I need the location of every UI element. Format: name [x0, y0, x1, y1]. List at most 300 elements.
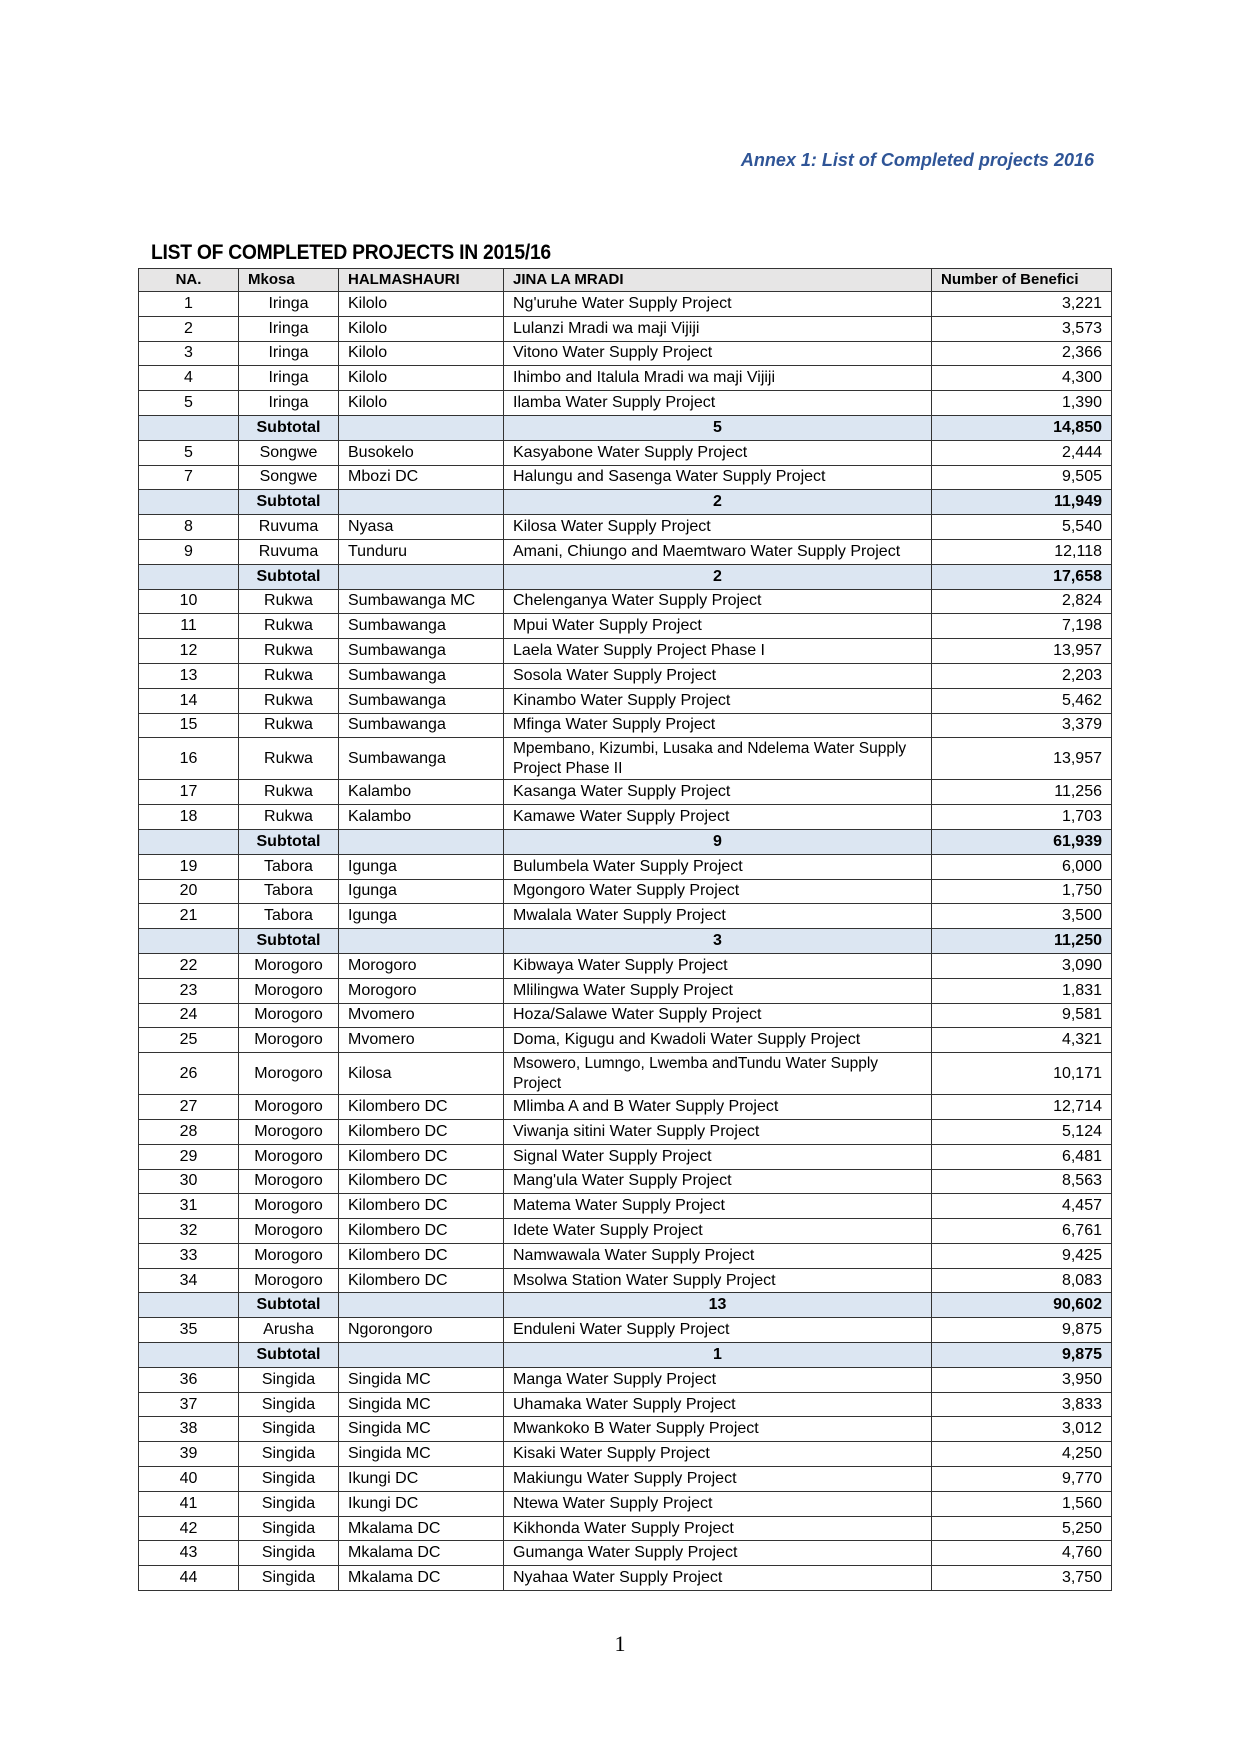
cell-halmashauri: Kilosa — [339, 1053, 504, 1095]
cell-project: Doma, Kigugu and Kwadoli Water Supply Project — [504, 1028, 932, 1053]
cell-na: 15 — [139, 713, 239, 738]
cell-na: 5 — [139, 391, 239, 416]
cell-mkoa: Arusha — [239, 1318, 339, 1343]
table-row — [139, 539, 1112, 564]
cell-na: 39 — [139, 1442, 239, 1467]
cell-beneficiaries: 5,462 — [932, 688, 1112, 713]
cell-halmashauri: Sumbawanga — [339, 738, 504, 780]
cell-halmashauri: Morogoro — [339, 978, 504, 1003]
cell-beneficiaries: 13,957 — [932, 738, 1112, 780]
cell-project: Signal Water Supply Project — [504, 1144, 932, 1169]
table-row — [139, 1417, 1112, 1442]
subtotal-label: Subtotal — [239, 564, 339, 589]
cell-na: 29 — [139, 1144, 239, 1169]
table-row — [139, 1095, 1112, 1120]
cell-na — [139, 1343, 239, 1368]
cell-project: Bulumbela Water Supply Project — [504, 854, 932, 879]
cell-mkoa: Morogoro — [239, 1003, 339, 1028]
cell-halmashauri: Kilolo — [339, 366, 504, 391]
cell-na: 16 — [139, 738, 239, 780]
cell-mkoa: Iringa — [239, 366, 339, 391]
cell-mkoa: Morogoro — [239, 1053, 339, 1095]
subtotal-row — [139, 929, 1112, 954]
column-header-na: NA. — [139, 269, 239, 292]
cell-halmashauri: Tunduru — [339, 539, 504, 564]
cell-halmashauri: Kilombero DC — [339, 1119, 504, 1144]
subtotal-label: Subtotal — [239, 415, 339, 440]
table-row — [139, 1541, 1112, 1566]
cell-halmashauri: Kilolo — [339, 316, 504, 341]
cell-mkoa: Morogoro — [239, 978, 339, 1003]
table-row — [139, 515, 1112, 540]
subtotal-label: Subtotal — [239, 490, 339, 515]
cell-na: 34 — [139, 1268, 239, 1293]
table-row — [139, 1144, 1112, 1169]
cell-project: Mang'ula Water Supply Project — [504, 1169, 932, 1194]
cell-mkoa: Morogoro — [239, 1144, 339, 1169]
cell-mkoa: Ruvuma — [239, 515, 339, 540]
subtotal-count: 2 — [504, 490, 932, 515]
cell-na: 10 — [139, 589, 239, 614]
table-row — [139, 663, 1112, 688]
cell-na: 19 — [139, 854, 239, 879]
cell-project: Hoza/Salawe Water Supply Project — [504, 1003, 932, 1028]
cell-na: 40 — [139, 1467, 239, 1492]
subtotal-count: 13 — [504, 1293, 932, 1318]
cell-halmashauri: Nyasa — [339, 515, 504, 540]
table-body — [139, 292, 1112, 1591]
cell-halmashauri: Kilombero DC — [339, 1219, 504, 1244]
cell-mkoa: Morogoro — [239, 1119, 339, 1144]
column-header-mkoa: Mkosa — [239, 269, 339, 292]
cell-beneficiaries: 8,563 — [932, 1169, 1112, 1194]
cell-beneficiaries: 5,124 — [932, 1119, 1112, 1144]
subtotal-row — [139, 564, 1112, 589]
cell-beneficiaries: 9,770 — [932, 1467, 1112, 1492]
cell-halmashauri: Kilombero DC — [339, 1268, 504, 1293]
cell-na — [139, 564, 239, 589]
subtotal-beneficiaries: 11,250 — [932, 929, 1112, 954]
cell-mkoa: Tabora — [239, 879, 339, 904]
cell-project: Mfinga Water Supply Project — [504, 713, 932, 738]
cell-na: 20 — [139, 879, 239, 904]
projects-table — [138, 268, 1112, 1591]
table-row — [139, 1119, 1112, 1144]
cell-halmashauri: Ikungi DC — [339, 1491, 504, 1516]
cell-mkoa: Rukwa — [239, 805, 339, 830]
cell-mkoa: Iringa — [239, 391, 339, 416]
cell-beneficiaries: 5,250 — [932, 1516, 1112, 1541]
table-row — [139, 1367, 1112, 1392]
cell-halmashauri: Mkalama DC — [339, 1566, 504, 1591]
cell-mkoa: Singida — [239, 1491, 339, 1516]
cell-halmashauri: Sumbawanga — [339, 639, 504, 664]
column-header-beneficiaries: Number of Benefici — [932, 269, 1112, 292]
cell-mkoa: Morogoro — [239, 1095, 339, 1120]
cell-mkoa: Singida — [239, 1367, 339, 1392]
cell-na — [139, 929, 239, 954]
table-row — [139, 1442, 1112, 1467]
cell-beneficiaries: 7,198 — [932, 614, 1112, 639]
table-row — [139, 465, 1112, 490]
cell-project: Mpembano, Kizumbi, Lusaka and Ndelema Water Supply Project Phase II — [504, 738, 932, 780]
cell-project: Mpui Water Supply Project — [504, 614, 932, 639]
cell-na: 2 — [139, 316, 239, 341]
table-row — [139, 639, 1112, 664]
cell-project: Mwalala Water Supply Project — [504, 904, 932, 929]
cell-beneficiaries: 1,750 — [932, 879, 1112, 904]
cell-project: Ilamba Water Supply Project — [504, 391, 932, 416]
cell-halmashauri — [339, 829, 504, 854]
cell-halmashauri: Igunga — [339, 904, 504, 929]
cell-project: Ntewa Water Supply Project — [504, 1491, 932, 1516]
cell-beneficiaries: 3,221 — [932, 292, 1112, 317]
subtotal-row — [139, 1343, 1112, 1368]
cell-project: Makiungu Water Supply Project — [504, 1467, 932, 1492]
cell-halmashauri: Ngorongoro — [339, 1318, 504, 1343]
cell-mkoa: Rukwa — [239, 738, 339, 780]
subtotal-label: Subtotal — [239, 929, 339, 954]
cell-na: 12 — [139, 639, 239, 664]
subtotal-count: 1 — [504, 1343, 932, 1368]
cell-project: Uhamaka Water Supply Project — [504, 1392, 932, 1417]
table-row — [139, 688, 1112, 713]
cell-project: Msolwa Station Water Supply Project — [504, 1268, 932, 1293]
subtotal-beneficiaries: 14,850 — [932, 415, 1112, 440]
cell-beneficiaries: 6,481 — [932, 1144, 1112, 1169]
cell-beneficiaries: 4,457 — [932, 1194, 1112, 1219]
cell-halmashauri: Singida MC — [339, 1392, 504, 1417]
cell-halmashauri: Ikungi DC — [339, 1467, 504, 1492]
cell-na: 11 — [139, 614, 239, 639]
cell-beneficiaries: 9,875 — [932, 1318, 1112, 1343]
cell-halmashauri: Singida MC — [339, 1442, 504, 1467]
cell-project: Sosola Water Supply Project — [504, 663, 932, 688]
cell-project: Kasanga Water Supply Project — [504, 780, 932, 805]
cell-halmashauri — [339, 929, 504, 954]
cell-halmashauri: Singida MC — [339, 1367, 504, 1392]
cell-halmashauri: Sumbawanga — [339, 688, 504, 713]
cell-mkoa: Iringa — [239, 292, 339, 317]
cell-na: 30 — [139, 1169, 239, 1194]
cell-na: 27 — [139, 1095, 239, 1120]
cell-project: Kinambo Water Supply Project — [504, 688, 932, 713]
cell-mkoa: Singida — [239, 1467, 339, 1492]
cell-na — [139, 490, 239, 515]
cell-mkoa: Rukwa — [239, 713, 339, 738]
subtotal-count: 2 — [504, 564, 932, 589]
page-number: 1 — [614, 1631, 626, 1656]
cell-mkoa: Morogoro — [239, 953, 339, 978]
table-row — [139, 589, 1112, 614]
cell-na: 17 — [139, 780, 239, 805]
cell-na: 21 — [139, 904, 239, 929]
subtotal-label: Subtotal — [239, 1293, 339, 1318]
cell-beneficiaries: 1,390 — [932, 391, 1112, 416]
cell-beneficiaries: 4,321 — [932, 1028, 1112, 1053]
subtotal-label: Subtotal — [239, 1343, 339, 1368]
cell-project: Gumanga Water Supply Project — [504, 1541, 932, 1566]
cell-beneficiaries: 9,505 — [932, 465, 1112, 490]
cell-na: 42 — [139, 1516, 239, 1541]
cell-project: Enduleni Water Supply Project — [504, 1318, 932, 1343]
cell-project: Kisaki Water Supply Project — [504, 1442, 932, 1467]
cell-na: 44 — [139, 1566, 239, 1591]
cell-mkoa: Rukwa — [239, 639, 339, 664]
cell-mkoa: Songwe — [239, 465, 339, 490]
cell-halmashauri: Kilolo — [339, 391, 504, 416]
cell-na: 3 — [139, 341, 239, 366]
cell-project: Laela Water Supply Project Phase I — [504, 639, 932, 664]
table-row — [139, 978, 1112, 1003]
cell-na: 37 — [139, 1392, 239, 1417]
cell-mkoa: Tabora — [239, 904, 339, 929]
cell-na: 14 — [139, 688, 239, 713]
cell-beneficiaries: 2,444 — [932, 440, 1112, 465]
cell-project: Chelenganya Water Supply Project — [504, 589, 932, 614]
cell-halmashauri: Sumbawanga — [339, 614, 504, 639]
cell-project: Viwanja sitini Water Supply Project — [504, 1119, 932, 1144]
table-row — [139, 1491, 1112, 1516]
subtotal-beneficiaries: 17,658 — [932, 564, 1112, 589]
cell-na: 35 — [139, 1318, 239, 1343]
cell-halmashauri — [339, 490, 504, 515]
table-row — [139, 805, 1112, 830]
cell-halmashauri: Igunga — [339, 879, 504, 904]
table-row — [139, 1318, 1112, 1343]
cell-project: Vitono Water Supply Project — [504, 341, 932, 366]
cell-mkoa: Singida — [239, 1541, 339, 1566]
cell-na: 1 — [139, 292, 239, 317]
table-header-row — [139, 269, 1112, 292]
cell-beneficiaries: 2,203 — [932, 663, 1112, 688]
cell-beneficiaries: 9,581 — [932, 1003, 1112, 1028]
cell-project: Ihimbo and Italula Mradi wa maji Vijiji — [504, 366, 932, 391]
cell-beneficiaries: 3,950 — [932, 1367, 1112, 1392]
cell-project: Kamawe Water Supply Project — [504, 805, 932, 830]
column-header-halmashauri: HALMASHAURI — [339, 269, 504, 292]
cell-halmashauri — [339, 1293, 504, 1318]
subtotal-beneficiaries: 11,949 — [932, 490, 1112, 515]
cell-mkoa: Rukwa — [239, 589, 339, 614]
cell-mkoa: Singida — [239, 1417, 339, 1442]
subtotal-row — [139, 1293, 1112, 1318]
cell-na: 4 — [139, 366, 239, 391]
cell-beneficiaries: 13,957 — [932, 639, 1112, 664]
cell-beneficiaries: 4,300 — [932, 366, 1112, 391]
cell-halmashauri — [339, 415, 504, 440]
subtotal-beneficiaries: 61,939 — [932, 829, 1112, 854]
cell-beneficiaries: 3,090 — [932, 953, 1112, 978]
cell-na: 22 — [139, 953, 239, 978]
cell-project: Matema Water Supply Project — [504, 1194, 932, 1219]
cell-project: Namwawala Water Supply Project — [504, 1243, 932, 1268]
subtotal-beneficiaries: 90,602 — [932, 1293, 1112, 1318]
cell-na: 41 — [139, 1491, 239, 1516]
cell-beneficiaries: 1,831 — [932, 978, 1112, 1003]
cell-na: 33 — [139, 1243, 239, 1268]
cell-project: Ng'uruhe Water Supply Project — [504, 292, 932, 317]
cell-project: Mwankoko B Water Supply Project — [504, 1417, 932, 1442]
table-row — [139, 1053, 1112, 1095]
subtotal-count: 3 — [504, 929, 932, 954]
subtotal-beneficiaries: 9,875 — [932, 1343, 1112, 1368]
cell-beneficiaries: 1,560 — [932, 1491, 1112, 1516]
cell-project: Kikhonda Water Supply Project — [504, 1516, 932, 1541]
cell-beneficiaries: 10,171 — [932, 1053, 1112, 1095]
cell-mkoa: Morogoro — [239, 1243, 339, 1268]
cell-beneficiaries: 6,761 — [932, 1219, 1112, 1244]
cell-halmashauri: Igunga — [339, 854, 504, 879]
cell-mkoa: Morogoro — [239, 1169, 339, 1194]
cell-beneficiaries: 3,012 — [932, 1417, 1112, 1442]
table-row — [139, 1169, 1112, 1194]
table-row — [139, 1219, 1112, 1244]
cell-halmashauri: Sumbawanga — [339, 663, 504, 688]
table-row — [139, 738, 1112, 780]
annex-title: Annex 1: List of Completed projects 2016 — [740, 150, 1094, 170]
cell-na: 26 — [139, 1053, 239, 1095]
cell-mkoa: Singida — [239, 1566, 339, 1591]
cell-mkoa: Rukwa — [239, 614, 339, 639]
cell-mkoa: Singida — [239, 1392, 339, 1417]
cell-mkoa: Morogoro — [239, 1028, 339, 1053]
table-row — [139, 391, 1112, 416]
cell-beneficiaries: 5,540 — [932, 515, 1112, 540]
cell-project: Kasyabone Water Supply Project — [504, 440, 932, 465]
cell-beneficiaries: 1,703 — [932, 805, 1112, 830]
table-row — [139, 1194, 1112, 1219]
cell-halmashauri — [339, 1343, 504, 1368]
cell-project: Kilosa Water Supply Project — [504, 515, 932, 540]
table-row — [139, 1003, 1112, 1028]
cell-project: Kibwaya Water Supply Project — [504, 953, 932, 978]
table-row — [139, 1392, 1112, 1417]
cell-beneficiaries: 4,760 — [932, 1541, 1112, 1566]
cell-beneficiaries: 3,833 — [932, 1392, 1112, 1417]
cell-halmashauri: Sumbawanga MC — [339, 589, 504, 614]
cell-halmashauri: Kalambo — [339, 805, 504, 830]
table-row — [139, 1268, 1112, 1293]
cell-na: 7 — [139, 465, 239, 490]
cell-project: Mlilingwa Water Supply Project — [504, 978, 932, 1003]
cell-na: 38 — [139, 1417, 239, 1442]
cell-na: 5 — [139, 440, 239, 465]
cell-project: Amani, Chiungo and Maemtwaro Water Supply Project — [504, 539, 932, 564]
table-row — [139, 879, 1112, 904]
cell-beneficiaries: 3,379 — [932, 713, 1112, 738]
cell-mkoa: Morogoro — [239, 1194, 339, 1219]
subtotal-row — [139, 415, 1112, 440]
cell-beneficiaries: 9,425 — [932, 1243, 1112, 1268]
table-row — [139, 316, 1112, 341]
cell-halmashauri: Kilombero DC — [339, 1169, 504, 1194]
cell-na: 18 — [139, 805, 239, 830]
cell-beneficiaries: 4,250 — [932, 1442, 1112, 1467]
cell-mkoa: Morogoro — [239, 1268, 339, 1293]
cell-mkoa: Rukwa — [239, 688, 339, 713]
cell-project: Mgongoro Water Supply Project — [504, 879, 932, 904]
table-row — [139, 1243, 1112, 1268]
column-header-project: JINA LA MRADI — [504, 269, 932, 292]
cell-beneficiaries: 12,714 — [932, 1095, 1112, 1120]
cell-mkoa: Tabora — [239, 854, 339, 879]
table-row — [139, 713, 1112, 738]
cell-beneficiaries: 12,118 — [932, 539, 1112, 564]
cell-project: Lulanzi Mradi wa maji Vijiji — [504, 316, 932, 341]
cell-halmashauri — [339, 564, 504, 589]
cell-na — [139, 415, 239, 440]
cell-halmashauri: Mvomero — [339, 1003, 504, 1028]
cell-beneficiaries: 3,500 — [932, 904, 1112, 929]
cell-halmashauri: Mvomero — [339, 1028, 504, 1053]
cell-project: Manga Water Supply Project — [504, 1367, 932, 1392]
cell-halmashauri: Mkalama DC — [339, 1516, 504, 1541]
cell-mkoa: Rukwa — [239, 663, 339, 688]
cell-na: 43 — [139, 1541, 239, 1566]
table-row — [139, 341, 1112, 366]
cell-na: 24 — [139, 1003, 239, 1028]
cell-halmashauri: Mbozi DC — [339, 465, 504, 490]
cell-beneficiaries: 2,366 — [932, 341, 1112, 366]
cell-na — [139, 1293, 239, 1318]
cell-na: 31 — [139, 1194, 239, 1219]
table-row — [139, 292, 1112, 317]
cell-na: 36 — [139, 1367, 239, 1392]
cell-na: 9 — [139, 539, 239, 564]
cell-beneficiaries: 11,256 — [932, 780, 1112, 805]
subtotal-row — [139, 829, 1112, 854]
cell-halmashauri: Singida MC — [339, 1417, 504, 1442]
table-row — [139, 904, 1112, 929]
cell-halmashauri: Sumbawanga — [339, 713, 504, 738]
cell-mkoa: Songwe — [239, 440, 339, 465]
cell-na — [139, 829, 239, 854]
cell-halmashauri: Morogoro — [339, 953, 504, 978]
subtotal-label: Subtotal — [239, 829, 339, 854]
cell-halmashauri: Kilombero DC — [339, 1194, 504, 1219]
cell-na: 23 — [139, 978, 239, 1003]
subtotal-count: 9 — [504, 829, 932, 854]
cell-halmashauri: Kilolo — [339, 292, 504, 317]
cell-na: 32 — [139, 1219, 239, 1244]
cell-beneficiaries: 2,824 — [932, 589, 1112, 614]
cell-halmashauri: Busokelo — [339, 440, 504, 465]
cell-halmashauri: Kilombero DC — [339, 1095, 504, 1120]
cell-halmashauri: Mkalama DC — [339, 1541, 504, 1566]
cell-na: 8 — [139, 515, 239, 540]
cell-halmashauri: Kilombero DC — [339, 1144, 504, 1169]
cell-project: Idete Water Supply Project — [504, 1219, 932, 1244]
table-row — [139, 1467, 1112, 1492]
cell-na: 13 — [139, 663, 239, 688]
table-row — [139, 366, 1112, 391]
cell-beneficiaries: 8,083 — [932, 1268, 1112, 1293]
cell-halmashauri: Kilolo — [339, 341, 504, 366]
cell-halmashauri: Kilombero DC — [339, 1243, 504, 1268]
table-row — [139, 440, 1112, 465]
cell-mkoa: Iringa — [239, 316, 339, 341]
table-title: LIST OF COMPLETED PROJECTS IN 2015/16 — [151, 241, 551, 264]
cell-mkoa: Iringa — [239, 341, 339, 366]
cell-project: Halungu and Sasenga Water Supply Project — [504, 465, 932, 490]
cell-mkoa: Rukwa — [239, 780, 339, 805]
cell-beneficiaries: 6,000 — [932, 854, 1112, 879]
cell-beneficiaries: 3,750 — [932, 1566, 1112, 1591]
table-row — [139, 854, 1112, 879]
subtotal-row — [139, 490, 1112, 515]
cell-project: Mlimba A and B Water Supply Project — [504, 1095, 932, 1120]
